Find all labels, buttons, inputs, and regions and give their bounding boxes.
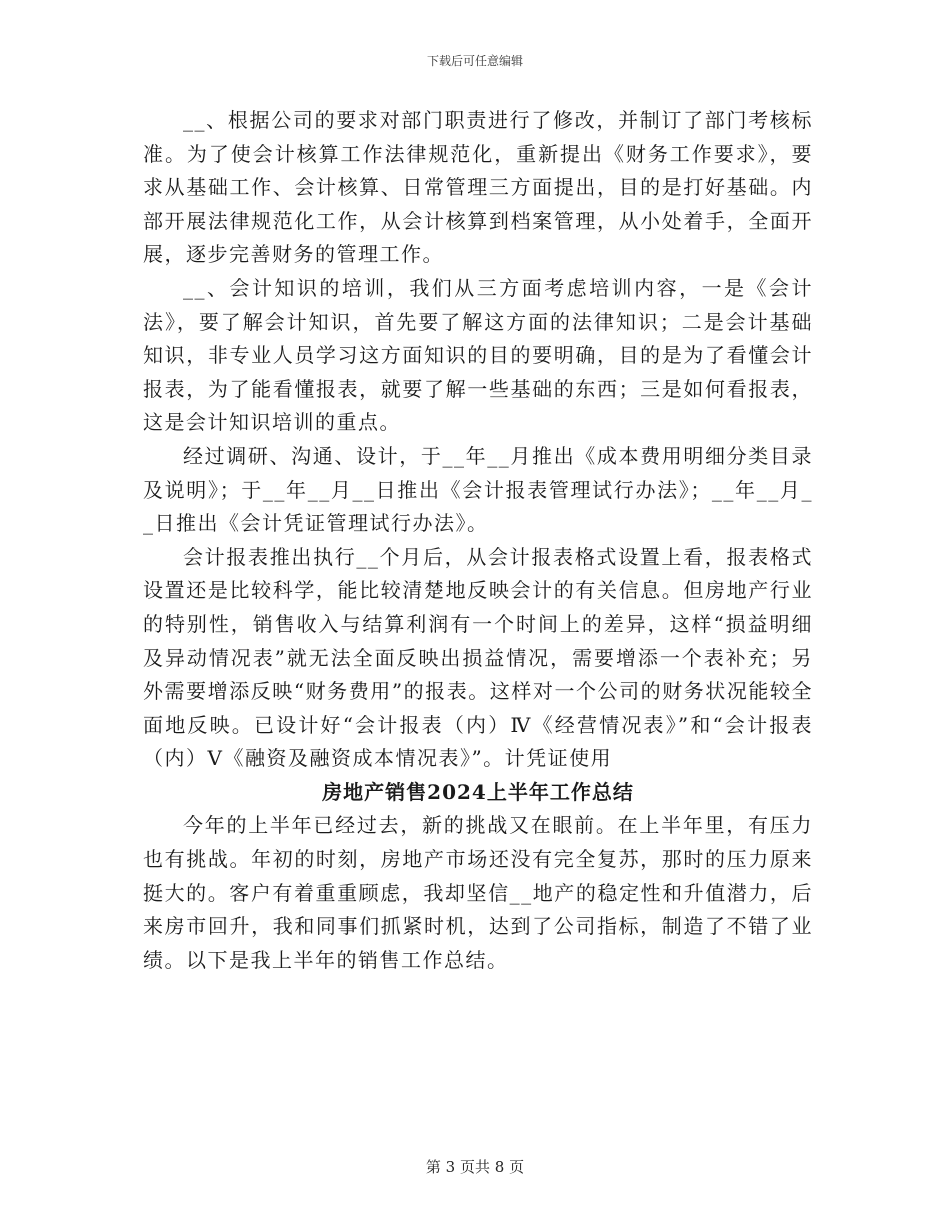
section-title: 房地产销售2024上半年工作总结: [322, 779, 634, 804]
paragraph: 会计报表推出执行__个月后，从会计报表格式设置上看，报表格式设置还是比较科学，能比较清楚地反映会计的有关信息。但房地产行业的特别性，销售收入与结算利润有一个时间上的差异，这样“损益明细及异动情况表”就无法全面反映出损益情况，需要增添一个表补充；另外需要增添反映“财务费用”的报表。这样对一个公司的财务状况能较全面地反映。已设计好“会计报表（内）Ⅳ《经营情况表》”和“会计报表（内）Ⅴ《融资及融资成本情况表》”。计凭证使用: [143, 544, 813, 771]
paragraph: __、根据公司的要求对部门职责进行了修改，并制订了部门考核标准。为了使会计核算工作法律规范化，重新提出《财务工作要求》，要求从基础工作、会计核算、日常管理三方面提出，目的是打好基础。内部开展法律规范化工作，从会计核算到档案管理，从小处着手，全面开展，逐步完善财务的管理工作。: [143, 108, 813, 267]
paragraph: 今年的上半年已经过去，新的挑战又在眼前。在上半年里，有压力也有挑战。年初的时刻，房地产市场还没有完全复苏，那时的压力原来挺大的。客户有着重重顾虑，我却坚信__地产的稳定性和升值潜力，后来房市回升，我和同事们抓紧时机，达到了公司指标，制造了不错了业绩。以下是我上半年的销售工作总结。: [143, 813, 813, 972]
page-number: 第 3 页共 8 页: [425, 1158, 525, 1176]
paragraph: 经过调研、沟通、设计，于__年__月推出《成本费用明细分类目录及说明》；于__年__月__日推出《会计报表管理试行办法》；__年__月__日推出《会计凭证管理试行办法》。: [143, 443, 813, 536]
paragraph: __、会计知识的培训，我们从三方面考虑培训内容，一是《会计法》，要了解会计知识，首先要了解这方面的法律知识；二是会计基础知识，非专业人员学习这方面知识的目的要明确，目的是为了看懂会计报表，为了能看懂报表，就要了解一些基础的东西；三是如何看报表，这是会计知识培训的重点。: [143, 275, 813, 435]
page-header: 下载后可任意编辑: [426, 54, 523, 68]
document-body: [143, 104, 813, 977]
